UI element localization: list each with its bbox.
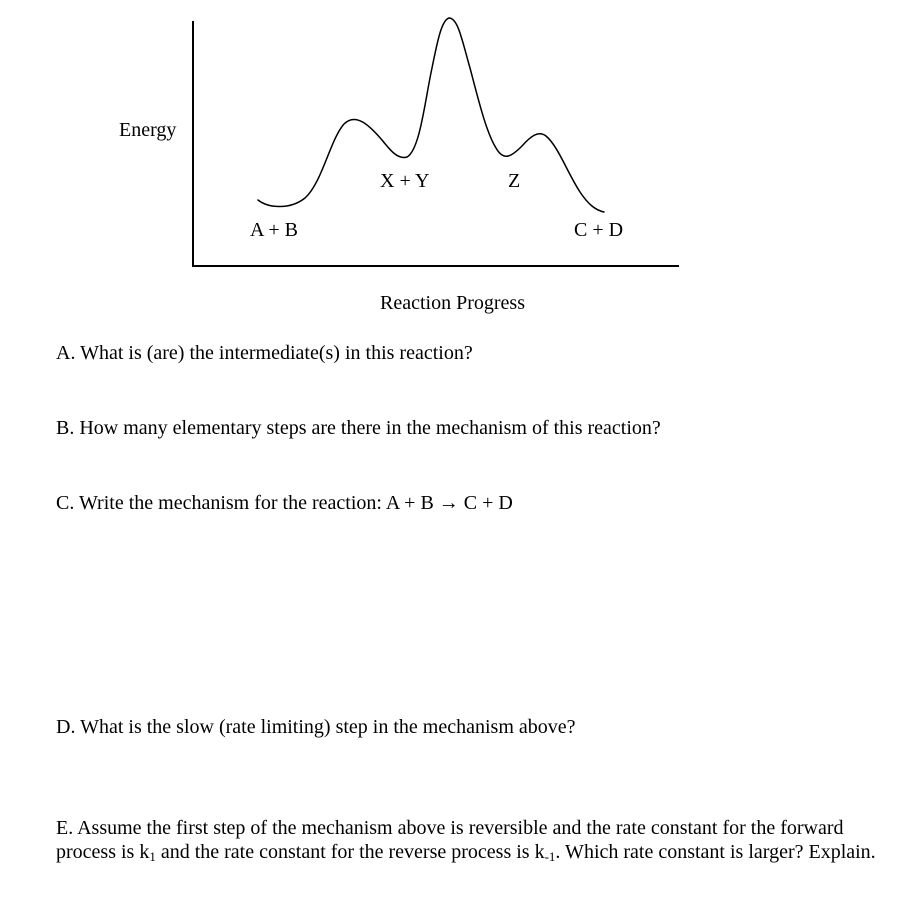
- species-label-products: C + D: [574, 219, 624, 241]
- question-e: [56, 816, 886, 864]
- reaction-arrow-icon: →: [438, 492, 459, 514]
- energy-diagram: [0, 0, 909, 330]
- x-axis-label: Reaction Progress: [380, 292, 525, 314]
- y-axis-label: Energy: [119, 119, 177, 141]
- energy-curve: [258, 18, 604, 212]
- question-c-text: C. Write the mechanism for the reaction: A + B: [56, 492, 434, 514]
- question-c: [56, 491, 513, 515]
- rate-constant-reverse-subscript: -1: [544, 849, 556, 864]
- question-e-text-1: E. Assume the first step of the mechanism above is reversible and the rate constant for the forward process is k: [56, 817, 844, 863]
- question-b: B. How many elementary steps are there in the mechanism of this reaction?: [56, 417, 661, 439]
- species-label-intermediate-z: Z: [508, 170, 521, 192]
- question-e-text-3: . Which rate constant is larger? Explain.: [555, 841, 876, 863]
- question-e-text-2: and the rate constant for the reverse process is k: [155, 841, 545, 863]
- question-a: A. What is (are) the intermediate(s) in this reaction?: [56, 342, 473, 364]
- question-c-products: C + D: [458, 492, 513, 514]
- rate-constant-forward-subscript: 1: [149, 849, 156, 864]
- species-label-intermediate-xy: X + Y: [380, 170, 430, 192]
- species-label-reactants: A + B: [250, 219, 298, 241]
- question-d: D. What is the slow (rate limiting) step in the mechanism above?: [56, 716, 576, 738]
